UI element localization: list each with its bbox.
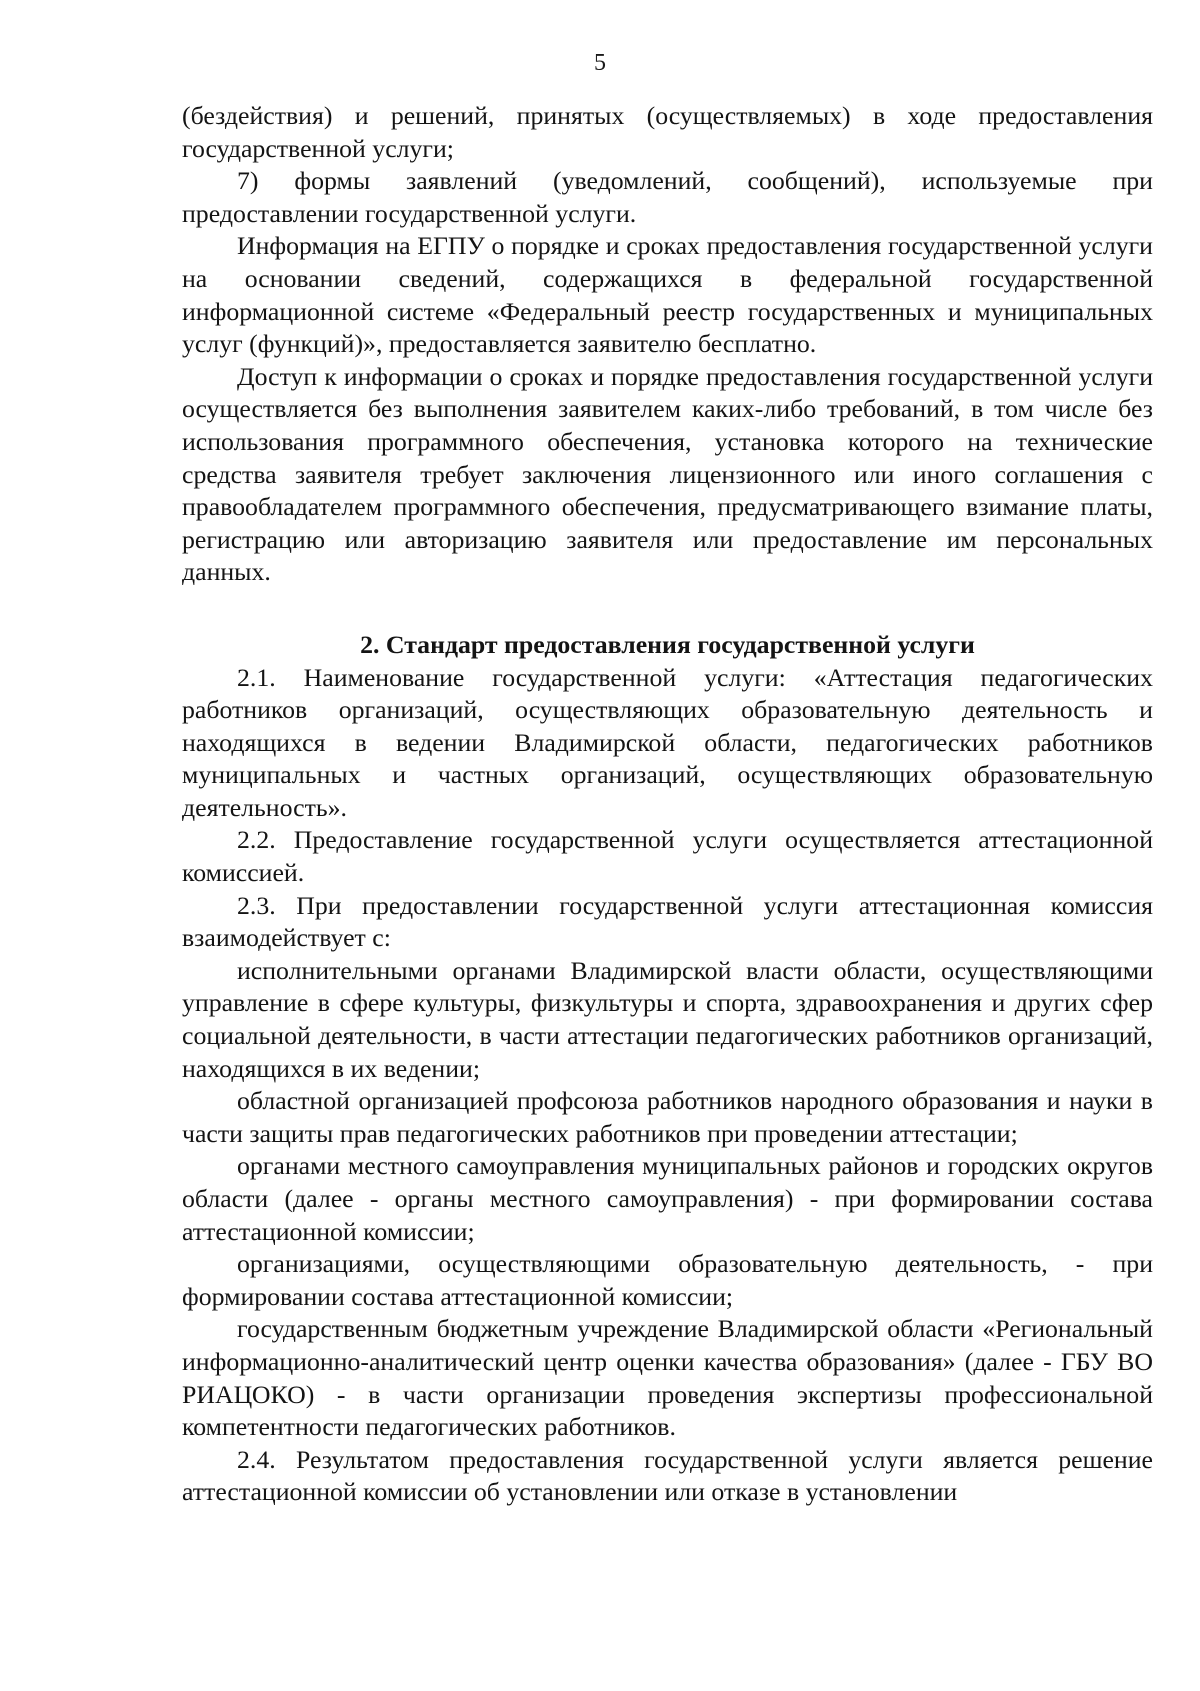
page-number: 5: [594, 50, 606, 76]
paragraph-2-4: 2.4. Результатом предоставления государственной услуги является решение аттестационной комиссии об установлении или отказе в установлении: [182, 1444, 1153, 1507]
paragraph-2-2: 2.2. Предоставление государственной услуги осуществляется аттестационной комиссией.: [182, 825, 1153, 888]
paragraph-executive-bodies: исполнительными органами Владимирской власти области, осуществляющими управление в сфере культуры, физкультуры и спорта, здравоохранения и других сфер социальной деятельности, в части аттестации педагогических работников организаций, находящихся в их ведении;: [182, 955, 1153, 1083]
paragraph-access-info: Доступ к информации о сроках и порядке предоставления государственной услуги осуществляется без выполнения заявителем каких-либо требований, в том числе без использования программного обеспечения, установка которого на технические средства заявителя требует заключения лицензионного или иного соглашения с правообладателем программного обеспечения, предусматривающего взимание платы, регистрацию или авторизацию заявителя или предоставление им персональных данных.: [182, 361, 1153, 587]
paragraph-trade-union: областной организацией профсоюза работников народного образования и науки в части защиты прав педагогических работников при проведении аттестации;: [182, 1086, 1153, 1148]
section-spacer: [182, 589, 1153, 629]
paragraph-riacoko: государственным бюджетным учреждение Владимирской области «Региональный информационно-аналитический центр оценки качества образования» (далее - ГБУ ВО РИАЦОКО) - в части организации проведения экспертизы профессиональной компетентности педагогических работников.: [182, 1314, 1153, 1442]
paragraph-egpu-info: Информация на ЕГПУ о порядке и сроках предоставления государственной услуги на основании сведений, содержащихся в федеральной государственной информационной системе «Федеральный реестр государственных и муниципальных услуг (функций)», предоставляется заявителю бесплатно.: [182, 231, 1153, 359]
section-heading: 2. Стандарт предоставления государственной услуги: [360, 629, 975, 659]
paragraph-educational-orgs: организациями, осуществляющими образовательную деятельность, - при формировании состава аттестационной комиссии;: [182, 1249, 1153, 1311]
paragraph-2-1: 2.1. Наименование государственной услуги: «Аттестация педагогических работников организаций, осуществляющих образовательную деятельность и находящихся в ведении Владимирской области, педагогических работников муниципальных и частных организаций, осуществляющих образовательную деятельность».: [182, 662, 1153, 822]
document-body: [182, 100, 1153, 1509]
paragraph-local-government: органами местного самоуправления муниципальных районов и городских округов области (далее - органы местного самоуправления) - при формировании состава аттестационной комиссии;: [182, 1151, 1153, 1246]
paragraph-2-3: 2.3. При предоставлении государственной услуги аттестационная комиссия взаимодействует с:: [182, 890, 1153, 953]
paragraph-item-7: 7) формы заявлений (уведомлений, сообщений), используемые при предоставлении государственной услуги.: [182, 166, 1153, 228]
paragraph-continuation: (бездействия) и решений, принятых (осуществляемых) в ходе предоставления государственной услуги;: [182, 101, 1153, 163]
